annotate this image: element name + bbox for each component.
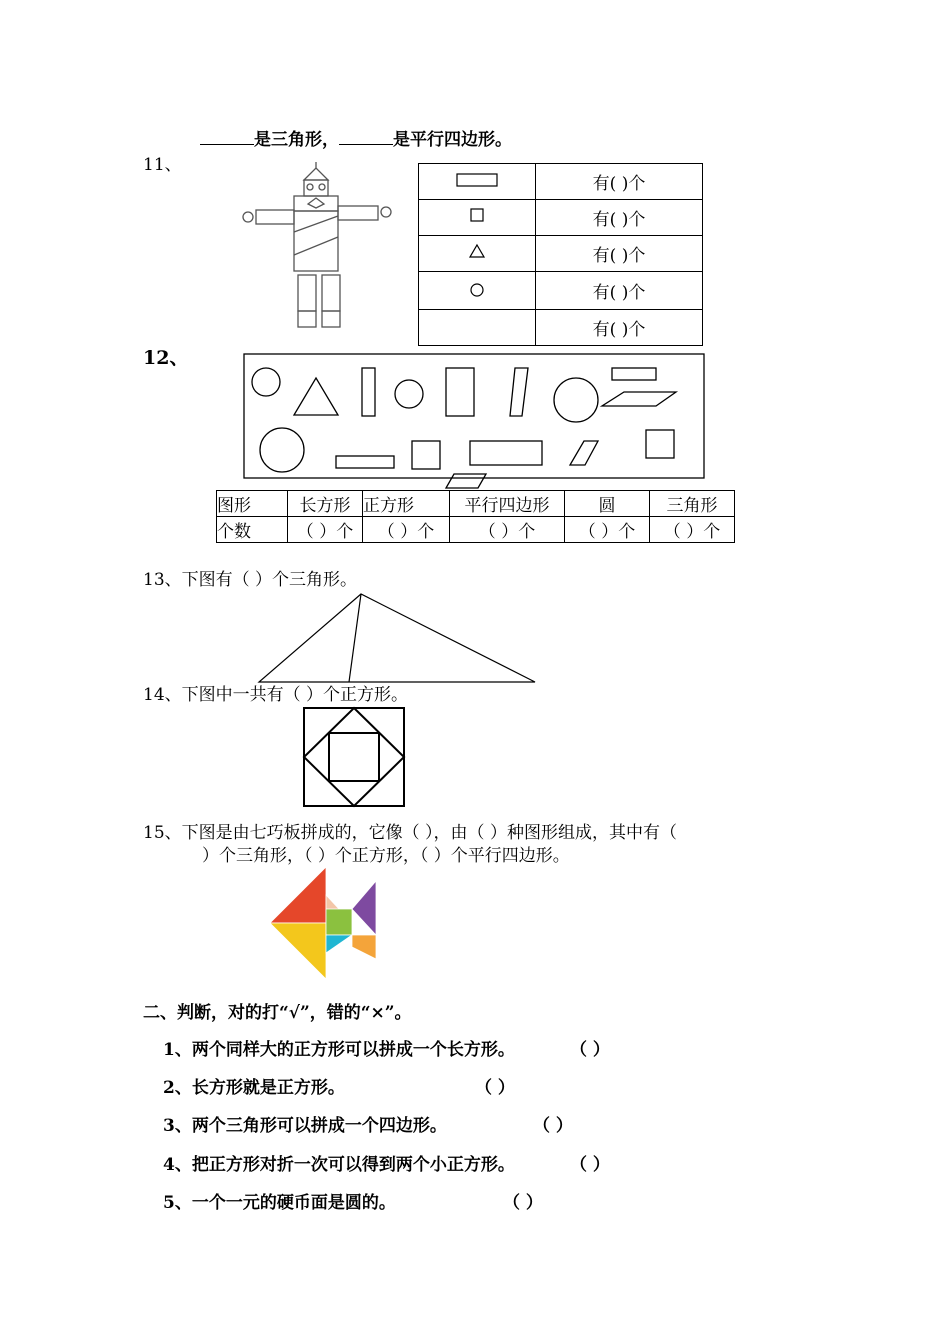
rectangle-icon (456, 173, 498, 187)
judge-paren-2[interactable]: （ ） (475, 1078, 515, 1098)
judge-paren-4[interactable]: （ ） (570, 1155, 610, 1175)
q12-count-table (216, 490, 735, 543)
square-icon (469, 207, 485, 223)
header-cell: 正方形 (363, 491, 450, 517)
tangram-orange-parallelogram (352, 935, 376, 959)
count-answer[interactable]: 有( )个 (592, 283, 646, 303)
judge-paren-5[interactable]: （ ） (503, 1193, 543, 1213)
tangram-purple-triangle (352, 881, 376, 935)
q11-shape-count-table (418, 163, 703, 346)
triangle-icon (468, 243, 486, 259)
circle-icon (468, 279, 486, 297)
q10-answer-line: 是三角形， 是平行四边形。 (200, 125, 512, 150)
q12-number: 12、 (143, 347, 189, 369)
header-cell: 长方形 (288, 491, 363, 517)
header-cell: 平行四边形 (450, 491, 565, 517)
answer-cell[interactable]: （ ）个 (450, 517, 565, 543)
count-answer[interactable]: 有( )个 (592, 210, 646, 230)
judge-paren-3[interactable]: （ ） (533, 1116, 573, 1136)
q14-question: 14、下图中一共有（ ）个正方形。 (143, 685, 409, 705)
count-answer[interactable]: 有( )个 (592, 246, 646, 266)
shape-cell (419, 164, 536, 200)
robot-figure (238, 160, 398, 335)
tangram-red-triangle (270, 867, 326, 923)
q12-shapes-panel (242, 352, 706, 492)
judge-item-1: 1、两个同样大的正方形可以拼成一个长方形。 (163, 1040, 515, 1060)
answer-cell[interactable]: （ ）个 (363, 517, 450, 543)
answer-blank-1[interactable] (200, 128, 254, 145)
judge-item-2: 2、长方形就是正方形。 (163, 1078, 345, 1098)
tangram-green-square (326, 909, 352, 935)
header-cell: 三角形 (650, 491, 735, 517)
answer-cell[interactable]: （ ）个 (288, 517, 363, 543)
q13-triangle-figure (255, 590, 540, 690)
q14-nested-squares-figure (302, 706, 406, 808)
q13-question: 13、下图有（ ）个三角形。 (143, 570, 358, 590)
row-label: 个数 (217, 517, 288, 543)
tangram-yellow-triangle (270, 923, 326, 979)
q11-number: 11、 (143, 155, 182, 175)
answer-blank-2[interactable] (339, 128, 393, 145)
judge-item-4: 4、把正方形对折一次可以得到两个小正方形。 (163, 1155, 515, 1175)
header-cell: 圆 (565, 491, 650, 517)
header-cell: 图形 (217, 491, 288, 517)
q15-question-line2: ）个三角形，（ ）个正方形，（ ）个平行四边形。 (202, 846, 570, 866)
judge-item-3: 3、两个三角形可以拼成一个四边形。 (163, 1116, 447, 1136)
count-answer[interactable]: 有( )个 (592, 174, 646, 194)
judge-paren-1[interactable]: （ ） (570, 1040, 610, 1060)
answer-cell[interactable]: （ ）个 (650, 517, 735, 543)
answer-cell[interactable]: （ ）个 (565, 517, 650, 543)
judge-item-5: 5、一个一元的硬币面是圆的。 (163, 1193, 396, 1213)
q15-question-line1: 15、下图是由七巧板拼成的，它像（ ），由（ ）种图形组成，其中有（ (143, 823, 677, 843)
section2-title: 二、判断，对的打“√”，错的“×”。 (143, 1003, 412, 1023)
tangram-cyan-triangle (326, 935, 352, 953)
tangram-fish-figure (268, 863, 380, 985)
count-answer[interactable]: 有( )个 (592, 320, 646, 340)
